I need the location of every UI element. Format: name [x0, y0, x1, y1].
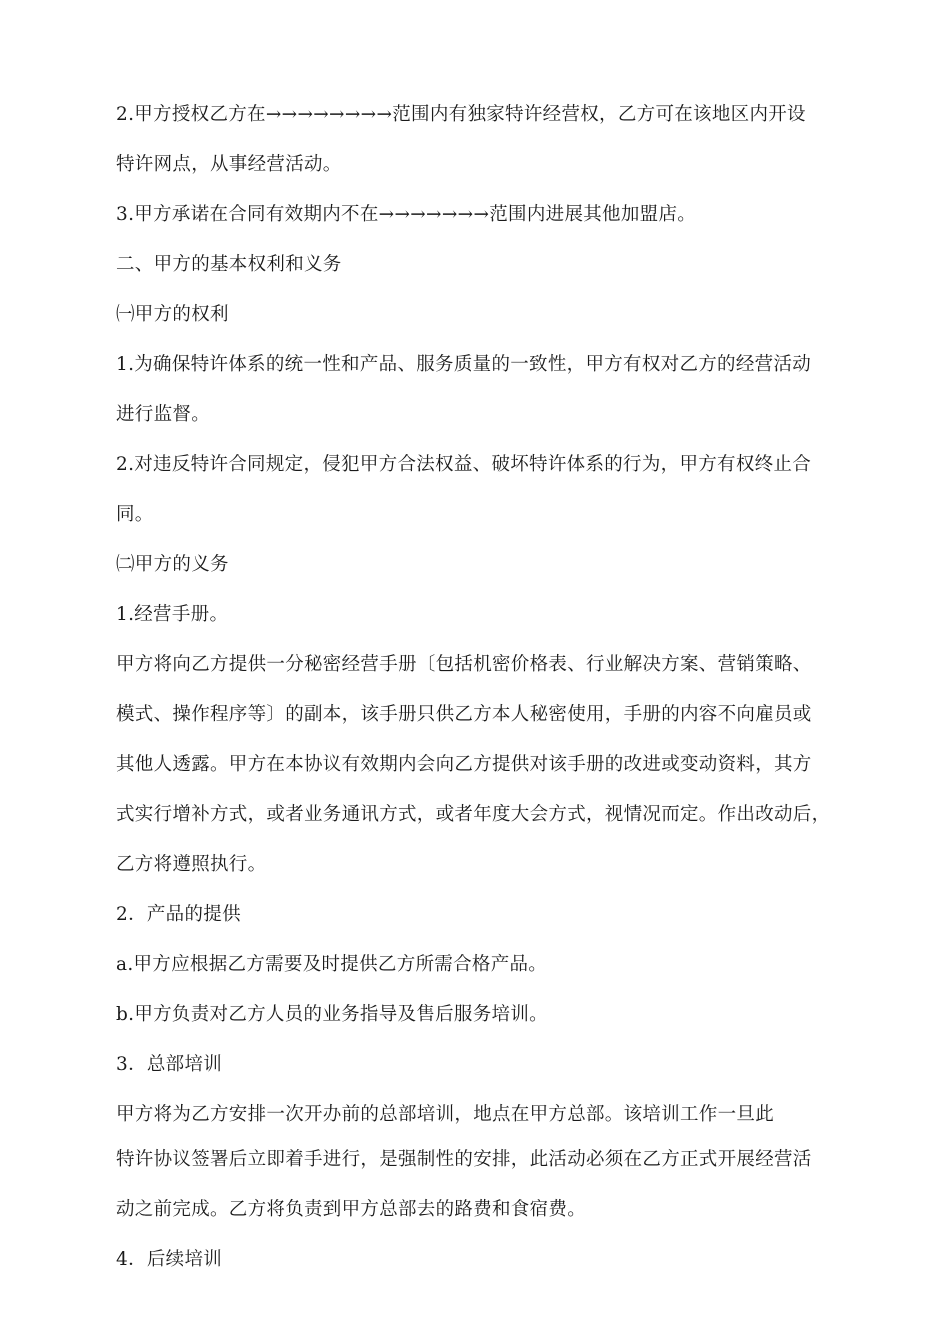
section-heading: 二、甲方的基本权利和义务 — [116, 254, 342, 275]
text-line: 1.为确保特许体系的统一性和产品、服务质量的一致性，甲方有权对乙方的经营活动 — [116, 354, 812, 375]
text-line: 3．总部培训 — [116, 1054, 223, 1075]
text-line: 特许网点，从事经营活动。 — [116, 154, 342, 175]
text-line: 模式、操作程序等〕的副本，该手册只供乙方本人秘密使用，手册的内容不向雇员或 — [116, 704, 812, 725]
text-line: 其他人透露。甲方在本协议有效期内会向乙方提供对该手册的改进或变动资料，其方 — [116, 754, 812, 775]
text-line: 动之前完成。乙方将负责到甲方总部去的路费和食宿费。 — [116, 1199, 587, 1220]
text-line: 2.甲方授权乙方在→→→→→→→→范围内有独家特许经营权，乙方可在该地区内开设 — [116, 104, 806, 125]
text-line: 同。 — [116, 504, 154, 525]
text-line: 乙方将遵照执行。 — [116, 854, 267, 875]
subsection-heading: ㈠甲方的权利 — [116, 304, 229, 325]
text-line: 2．产品的提供 — [116, 904, 241, 925]
text-line: 3.甲方承诺在合同有效期内不在→→→→→→→范围内进展其他加盟店。 — [116, 204, 697, 225]
text-line: 4．后续培训 — [116, 1249, 223, 1270]
text-line: 特许协议签署后立即着手进行，是强制性的安排，此活动必须在乙方正式开展经营活 — [116, 1149, 812, 1170]
text-line: 进行监督。 — [116, 404, 211, 425]
text-line: 甲方将向乙方提供一分秘密经营手册〔包括机密价格表、行业解决方案、营销策略、 — [116, 654, 812, 675]
subsection-heading: ㈡甲方的义务 — [116, 554, 229, 575]
text-line: b.甲方负责对乙方人员的业务指导及售后服务培训。 — [116, 1004, 548, 1025]
text-line: a.甲方应根据乙方需要及时提供乙方所需合格产品。 — [116, 954, 548, 975]
text-line: 甲方将为乙方安排一次开办前的总部培训，地点在甲方总部。该培训工作一旦此 — [116, 1104, 775, 1125]
text-line: 2.对违反特许合同规定，侵犯甲方合法权益、破坏特许体系的行为，甲方有权终止合 — [116, 454, 812, 475]
text-line: 1.经营手册。 — [116, 604, 229, 625]
text-line: 式实行增补方式，或者业务通讯方式，或者年度大会方式，视情况而定。作出改动后， — [116, 804, 831, 825]
